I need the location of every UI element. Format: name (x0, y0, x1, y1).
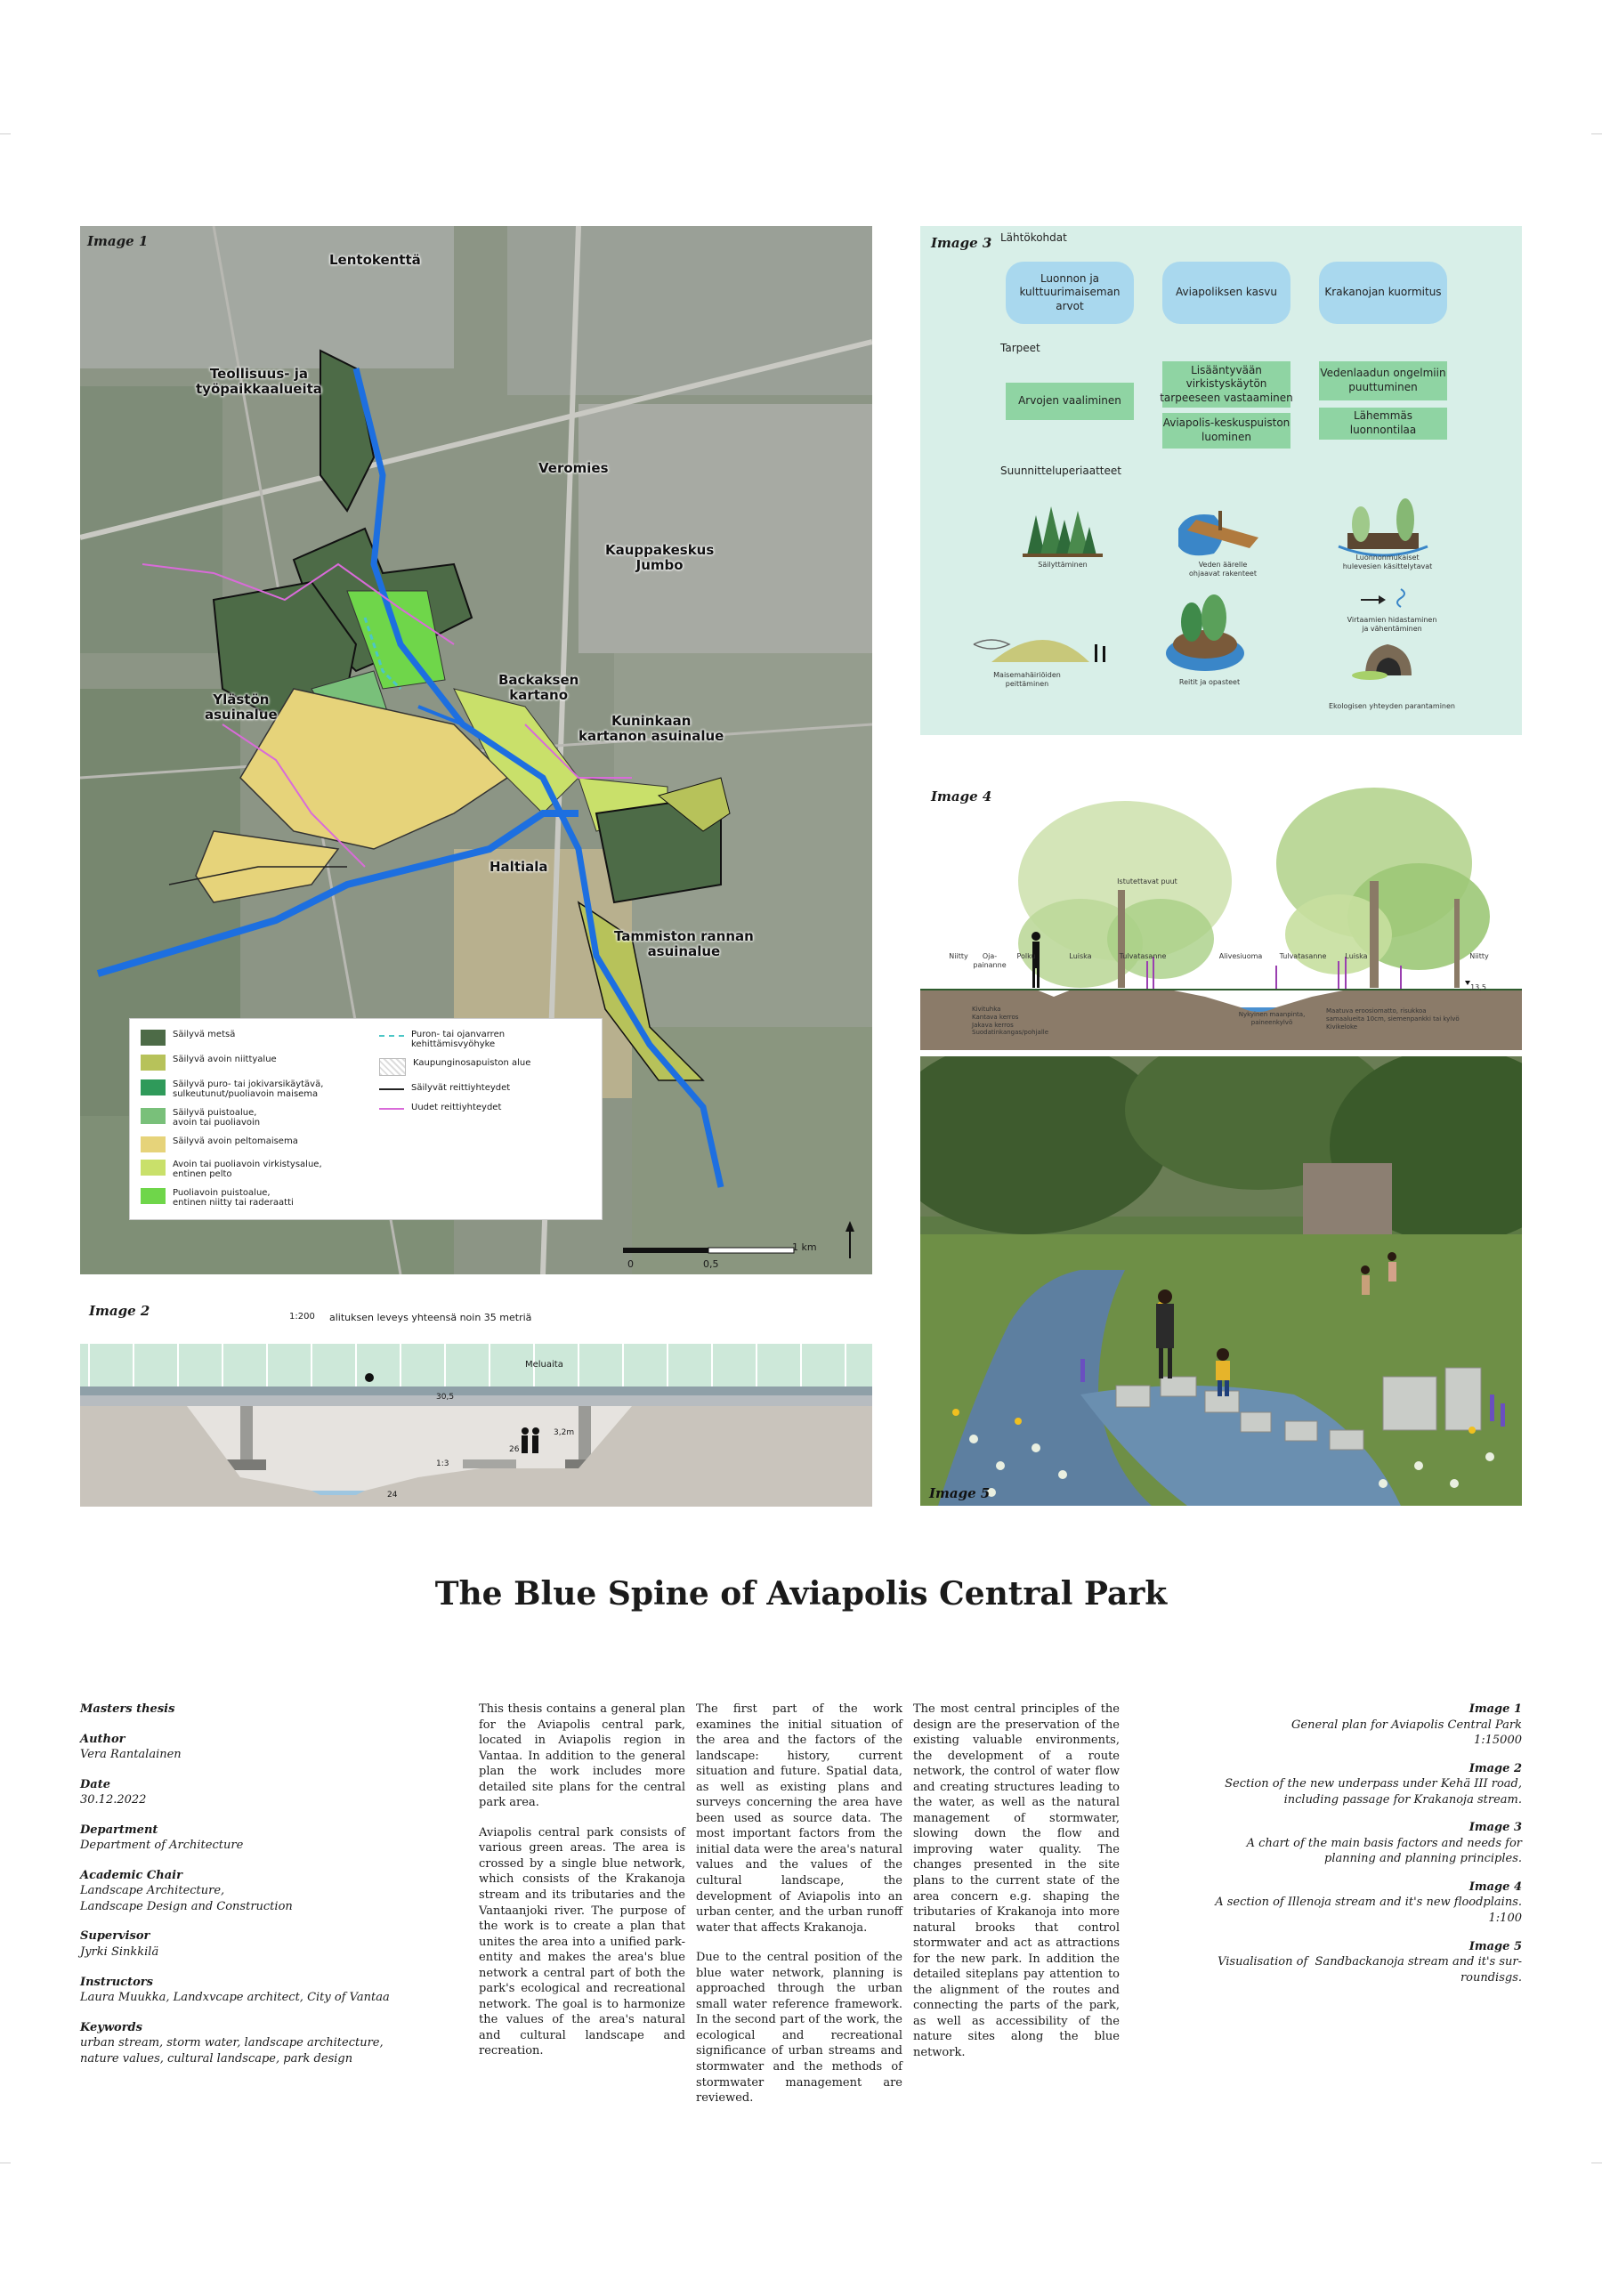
start-factor: Luonnon ja kulttuurimaiseman arvot (1006, 262, 1134, 324)
place-label: Kauppakeskus Jumbo (605, 542, 715, 574)
need-box: Lähemmäs luonnontilaa (1319, 408, 1447, 440)
band-label: Meluaita (525, 1360, 563, 1370)
legend-item: Puoliavoin puistoalue, entinen niitty tai raderaatti (141, 1188, 294, 1208)
chart-heading: Suunnitteluperiaatteet (1000, 465, 1121, 477)
place-label: Ylästön asuinalue (205, 691, 278, 724)
legend-swatch (141, 1188, 166, 1204)
crop-mark (0, 133, 11, 134)
principle-label: Veden äärelle ohjaavat rakenteet (1189, 561, 1257, 578)
section-label: Polku (1016, 952, 1036, 960)
stream-section (920, 783, 1522, 1050)
place-label: Tammiston rannan asuinalue (614, 928, 754, 960)
page-title: The Blue Spine of Aviapolis Central Park (434, 1575, 1168, 1613)
legend-item: Säilyvä puro- tai jokivarsikäytävä, sulkeutunut/puoliavoin maisema (141, 1079, 323, 1099)
caption-text: Section of the new underpass under Kehä III road, including passage for Krakanoja stream. (1225, 1777, 1522, 1807)
section-label: Niitty (949, 952, 968, 960)
general-plan-map (80, 226, 872, 1274)
meta-key: Supervisor (80, 1929, 150, 1944)
meta-key: Instructors (80, 1975, 153, 1989)
section-note: Nykyinen maanpinta, paineenkylvö (1238, 1011, 1306, 1026)
legend-swatch (141, 1136, 166, 1152)
dimension-label: 3,2m (554, 1428, 575, 1437)
caption-text: Visualisation of Sandbackanoja stream and it's sur- roundisgs. (1218, 1955, 1522, 1985)
dimension-label: 26 (509, 1445, 520, 1454)
dimension-label: 24 (387, 1491, 398, 1500)
legend-item: Kaupunginosapuiston alue (379, 1058, 530, 1076)
crop-mark (1591, 133, 1602, 134)
caption-key: Image 5 (1468, 1939, 1522, 1953)
caption-key: Image 1 (1468, 1702, 1522, 1716)
place-label: Backaksen kartano (498, 672, 579, 704)
legend-swatch (379, 1035, 404, 1037)
paragraph: Due to the central position of the blue water network, planning is approached through the urban small water reference framework. In the second part of the work, the ecological and recreational significance of urban streams and stormwater and the methods of stormwater management are reviewed. (696, 1951, 902, 2106)
stream-visualisation (920, 1056, 1522, 1506)
legend-item: Puron- tai ojanvarren kehittämisvyöhyke (379, 1030, 505, 1049)
section-label: Istutettavat puut (1117, 877, 1177, 885)
meta-key: Masters thesis (80, 1702, 175, 1716)
legend-swatch (379, 1108, 404, 1110)
image-4-label: Image 4 (931, 788, 992, 804)
section-label: Luiska (1069, 952, 1092, 960)
principle-label: Säilyttäminen (1038, 561, 1088, 569)
legend-swatch (141, 1055, 166, 1071)
section-note: Kivituhka Kantava kerros Jakava kerros Suodatinkangas/pohjalle (972, 1006, 1049, 1037)
body-column-1 (479, 1702, 685, 2074)
place-label: Kuninkaan kartanon asuinalue (578, 713, 724, 745)
principle-label: Luonnonmukaiset hulevesien käsittelytavat (1342, 554, 1433, 570)
meta-key: Date (80, 1777, 110, 1791)
visualisation-artwork (920, 1056, 1522, 1506)
legend-swatch (141, 1079, 166, 1095)
scale-note: 1:200 (289, 1312, 315, 1322)
chart-heading: Lähtökohdat (1000, 231, 1067, 244)
thesis-metadata (80, 1702, 436, 2066)
legend-swatch (141, 1108, 166, 1124)
scale-label: 0 (627, 1258, 634, 1270)
section-label: Tulvatasanne (1119, 952, 1167, 960)
principle-label: Ekologisen yhteyden parantaminen (1329, 702, 1455, 710)
paragraph: The first part of the work examines the initial situation of the area and the factors of the landscape: history, current situation and future. Spatial data, as well as existing plans and surveys concerning the area have been used as source data. The most important factors from the initial data were the area's natural values and the values of the cultural landscape, the development of Aviapolis into an urban center, and the urban runoff water that affects Krakanoja. (696, 1702, 902, 1935)
meta-value: Jyrki Sinkkilä (80, 1945, 159, 1960)
scale-label: 0,5 (703, 1258, 719, 1270)
image-captions (1166, 1702, 1522, 1985)
principle-icons (920, 226, 1522, 735)
paragraph: The most central principles of the design are the preservation of the existing valuable environments, the development of a route network, the control of water flow and creating structures leading to the water, as well as the natural management of stormwater, slowing down the flow and improving water quality. The changes presented in the site plans to the current state of the area concern e.g. shaping the tributaries of Krakanoja into more natural brooks that control stormwater and act as attractions for the new park. In addition the detailed siteplans pay attention to the alignment of the routes and connecting the parts of the park, as well as accessibility of the nature sites along the blue network. (913, 1702, 1120, 2060)
section-label: Luiska (1345, 952, 1368, 960)
caption-key: Image 3 (1468, 1821, 1522, 1835)
planning-principles-chart (920, 226, 1522, 735)
need-box: Arvojen vaaliminen (1006, 383, 1134, 420)
principle-label: Reitit ja opasteet (1178, 678, 1241, 686)
chart-heading: Tarpeet (1000, 342, 1040, 354)
caption-text: A section of Illenoja stream and it's new floodplains. 1:100 (1215, 1896, 1522, 1926)
body-column-2 (696, 1702, 902, 2121)
paragraph: Aviapolis central park consists of various green areas. The area is crossed by a single blue network, which consists of the Krakanoja stream and its tributaries and the Vantaanjoki river. The purpose of the work is to create a plan that unites the area into a unified park-entity and makes the area's blue network a central part of both the park's ecological and recreational network. The goal is to harmonize the values of the area's natural and cultural landscape and recreation. (479, 1825, 685, 2058)
underpass-artwork (80, 1344, 872, 1507)
meta-value: Laura Muukka, Landxvcape architect, City of Vantaa (80, 1991, 390, 2005)
body-column-3 (913, 1702, 1120, 2075)
place-label: Teollisuus- ja työpaikkaalueita (196, 366, 322, 398)
section-label: Niitty (1469, 952, 1489, 960)
caption-key: Image 2 (1468, 1761, 1522, 1775)
dimension-label: 1:3 (436, 1459, 449, 1468)
start-factor: Krakanojan kuormitus (1319, 262, 1447, 324)
meta-key: Keywords (80, 2020, 142, 2034)
legend-item: Säilyvä metsä (141, 1030, 235, 1046)
need-box: Lisääntyvään virkistyskäytön tarpeeseen vastaaminen (1162, 361, 1290, 408)
legend-item: Säilyvä puistoalue, avoin tai puoliavoin (141, 1108, 260, 1128)
section-label: Oja- painanne (973, 952, 1007, 969)
legend-item: Uudet reittiyhteydet (379, 1103, 501, 1112)
meta-key: Author (80, 1732, 125, 1746)
caption-text: General plan for Aviapolis Central Park 1:15000 (1291, 1718, 1522, 1748)
place-label: Haltiala (490, 859, 548, 875)
legend-swatch (141, 1030, 166, 1046)
principle-label: Virtaamien hidastaminen ja vähentäminen (1347, 616, 1437, 633)
scale-label: 1 km (792, 1241, 817, 1253)
legend-swatch (379, 1058, 406, 1076)
legend-item: Säilyvä avoin niittyalue (141, 1055, 277, 1071)
meta-value: Department of Architecture (80, 1839, 244, 1853)
legend-swatch (379, 1088, 404, 1090)
section-note: Maatuva eroosiomatto, risukkoa samaalueita 10cm, siemenpankki tai kylvö Kivikeloke (1326, 1007, 1460, 1031)
image-3-label: Image 3 (931, 235, 992, 251)
principle-label: Maisemahäiriöiden peittäminen (993, 671, 1061, 688)
meta-key: Academic Chair (80, 1868, 182, 1882)
underpass-section (80, 1344, 872, 1507)
meta-key: Department (80, 1823, 158, 1837)
image-2-label: Image 2 (89, 1303, 150, 1319)
legend-item: Säilyvät reittiyhteydet (379, 1083, 510, 1093)
start-factor: Aviapoliksen kasvu (1162, 262, 1290, 324)
place-label: Veromies (538, 460, 609, 476)
section-label: Tulvatasanne (1279, 952, 1327, 960)
dimension-label: 30,5 (436, 1393, 455, 1402)
section-label: Alivesiuoma (1218, 952, 1263, 960)
level-label: 13,5 (1470, 983, 1486, 991)
caption-key: Image 4 (1468, 1880, 1522, 1894)
need-box: Aviapolis-keskuspuiston luominen (1162, 413, 1290, 449)
need-box: Vedenlaadun ongelmiin puuttuminen (1319, 361, 1447, 400)
place-label: Lentokenttä (329, 252, 421, 268)
legend-item: Avoin tai puoliavoin virkistysalue, entinen pelto (141, 1160, 322, 1179)
paragraph: This thesis contains a general plan for the Aviapolis central park, located in Aviapolis region in Vantaa. In addition to the general plan the work includes more detailed site plans for the central park area. (479, 1702, 685, 1810)
meta-value: 30.12.2022 (80, 1793, 147, 1807)
map-legend (129, 1018, 603, 1220)
meta-value: urban stream, storm water, landscape architecture, nature values, cultural landscape, park design (80, 2036, 384, 2066)
legend-item: Säilyvä avoin peltomaisema (141, 1136, 298, 1152)
width-note: alituksen leveys yhteensä noin 35 metriä (329, 1312, 532, 1323)
image-1-label: Image 1 (87, 233, 149, 249)
meta-value: Landscape Architecture, Landscape Design and Construction (80, 1884, 293, 1913)
meta-value: Vera Rantalainen (80, 1748, 182, 1762)
image-5-label: Image 5 (929, 1485, 991, 1501)
caption-text: A chart of the main basis factors and needs for planning and planning principles. (1246, 1836, 1522, 1866)
legend-swatch (141, 1160, 166, 1176)
